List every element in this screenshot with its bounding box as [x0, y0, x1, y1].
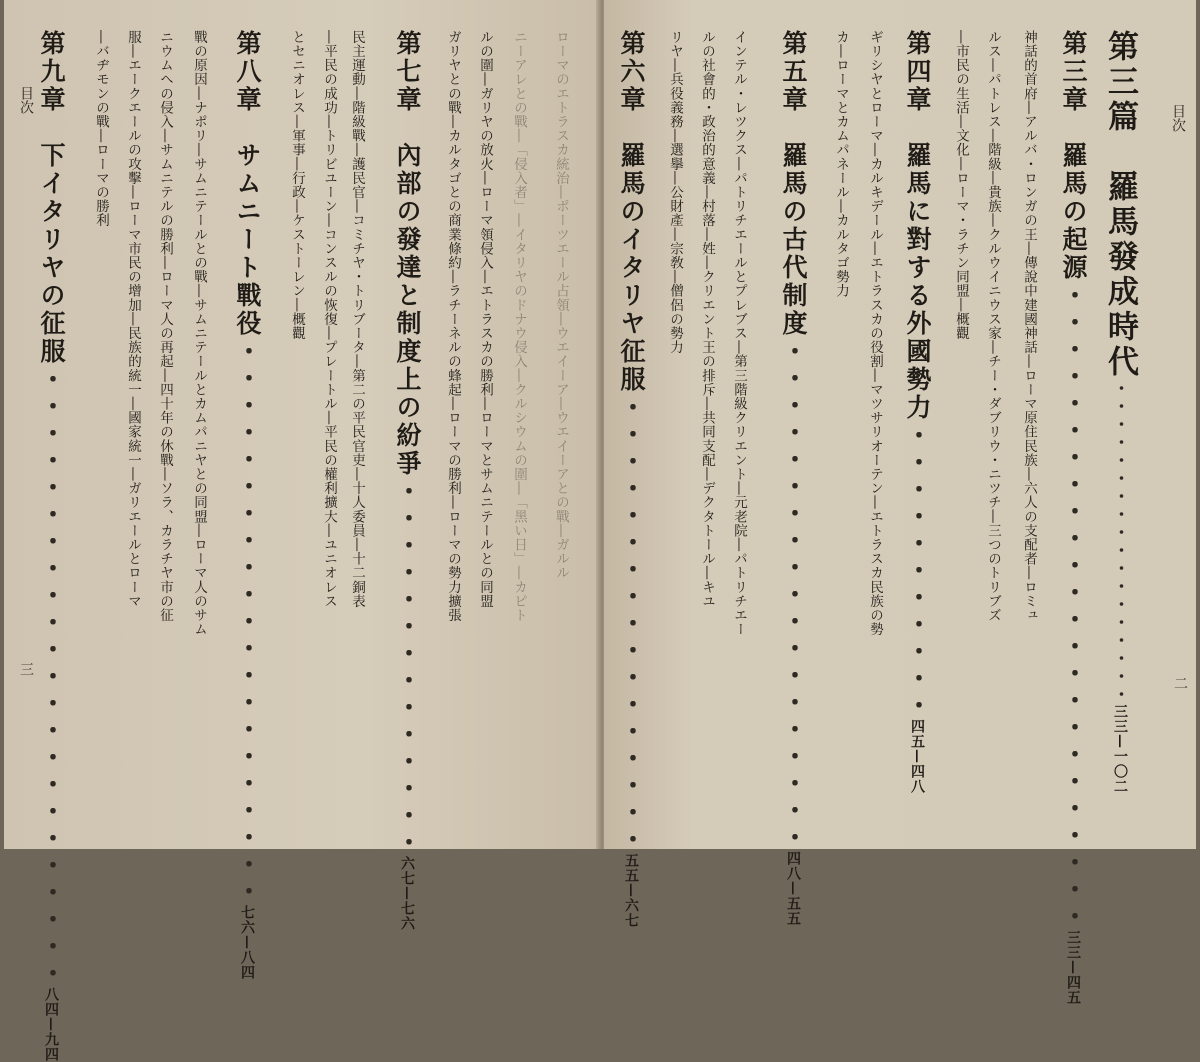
- toc-line: ローマのエトラスカ統治―ポーツエール占領―ウエイーア―ウエイーアとの戰―ガルル: [553, 30, 569, 580]
- toc-line: ニウムへの侵入―サムニテルの勝利―ローマ人の再起―四十年の休戰―ソラ、カラチヤ市の征: [157, 30, 173, 623]
- toc-chapter-8[interactable]: 第八章 サムニート戰役・・・・・・・・・・・・・・・・・・・・・七六—八四: [233, 30, 262, 980]
- running-header-right: 目次: [1170, 104, 1186, 132]
- toc-line: リヤ―兵役義務―選擧―公財產―宗敎―僧侶の勢力: [667, 30, 683, 355]
- folio-right: 二: [1172, 676, 1188, 690]
- toc-chapter-5[interactable]: 第五章 羅馬の古代制度・・・・・・・・・・・・・・・・・・・四八—五五: [779, 30, 808, 926]
- toc-line: 神話的首府―アルバ・ロンガの王―傳說中建國神話―ローマ原住民族―六人の支配者―ロミュ: [1021, 30, 1037, 623]
- toc-chapter-3[interactable]: 第三章 羅馬の起源・・・・・・・・・・・・・・・・・・・・・・・・三三—四五: [1059, 30, 1088, 1005]
- folio-left: 三: [18, 662, 34, 676]
- toc-chapter-6[interactable]: 第六章 羅馬のイタリヤ征服・・・・・・・・・・・・・・・・・五五—六七: [617, 30, 646, 928]
- toc-chapter-4[interactable]: 第四章 羅馬に對する外國勢力・・・・・・・・・・・四五—四八: [903, 30, 932, 794]
- toc-line: インテル・レツクス―パトリチエールとプレブス―第三階級クリエント―元老院―パトリチエー: [731, 30, 747, 637]
- toc-line: 戰の原因―ナポリ―サムニテールとの戰―サムニテールとカムパニヤとの同盟―ローマ人のサム: [191, 30, 207, 637]
- toc-line: ギリシヤとローマ―カルキデール―エトラスカの役割―マツサリオーテン―エトラスカ民族の勢: [867, 30, 883, 637]
- toc-line: ニーアレとの戰―「侵入者」―イタリヤのドナウ侵入―クルシウムの圍―「黑い日」―カピト: [511, 30, 527, 623]
- toc-line: ルス―パトレス―階級―貴族―クルウイニウス家―チー・ダブリウ・ニツチ―三つのトリブズ: [985, 30, 1001, 623]
- toc-line: ルの社會的・政治的意義―村落―姓―クリエント王の排斥―共同支配―デクタトール―キユ: [699, 30, 715, 609]
- toc-line: ルの圍―ガリヤの放火―ローマ領侵入―エトラスカの勝利―ローマとサムニテールとの同盟: [477, 30, 493, 609]
- toc-chapter-9[interactable]: 第九章 下イタリヤの征服・・・・・・・・・・・・・・・・・・・・・・・八四—九四: [37, 30, 66, 1062]
- toc-line: カ―ローマとカムパネール―カルタゴ勢力: [833, 30, 849, 298]
- toc-part-3[interactable]: 第三篇 羅馬發成時代・・・・・・・・・・・・・・・・・・三三—一〇二: [1102, 30, 1138, 794]
- toc-line: ―市民の生活―文化―ローマ・ラチン同盟―概觀: [953, 30, 969, 341]
- toc-line: ―バヂモンの戰―ローマの勝利: [93, 30, 109, 228]
- toc-chapter-7[interactable]: 第七章 內部の發達と制度上の紛爭・・・・・・・・・・・・・・六七—七六: [393, 30, 422, 931]
- toc-line: 民主運動―階級戰―護民官―コミチヤ・トリブータ―第二の平民官吏―十人委員―十二銅表: [349, 30, 365, 609]
- running-header-left: 目次: [18, 86, 34, 114]
- right-page: [604, 0, 1196, 1005]
- toc-line: とセニオレス―軍事―行政―ケストーレン―概觀: [289, 30, 305, 341]
- left-page: [4, 0, 600, 1062]
- toc-line: ガリヤとの戰―カルタゴとの商業條約―ラチーネルの蜂起―ローマの勝利―ローマの勢力擴張: [445, 30, 461, 623]
- toc-line: ―平民の成功―トリビユーン―コンスルの恢復―プレートル―平民の權利擴大―ユニオレス: [321, 30, 337, 609]
- toc-line: 服―エークエールの攻擊―ローマ市民の增加―民族的統一―國家統一―ガリエールとローマ: [125, 30, 141, 609]
